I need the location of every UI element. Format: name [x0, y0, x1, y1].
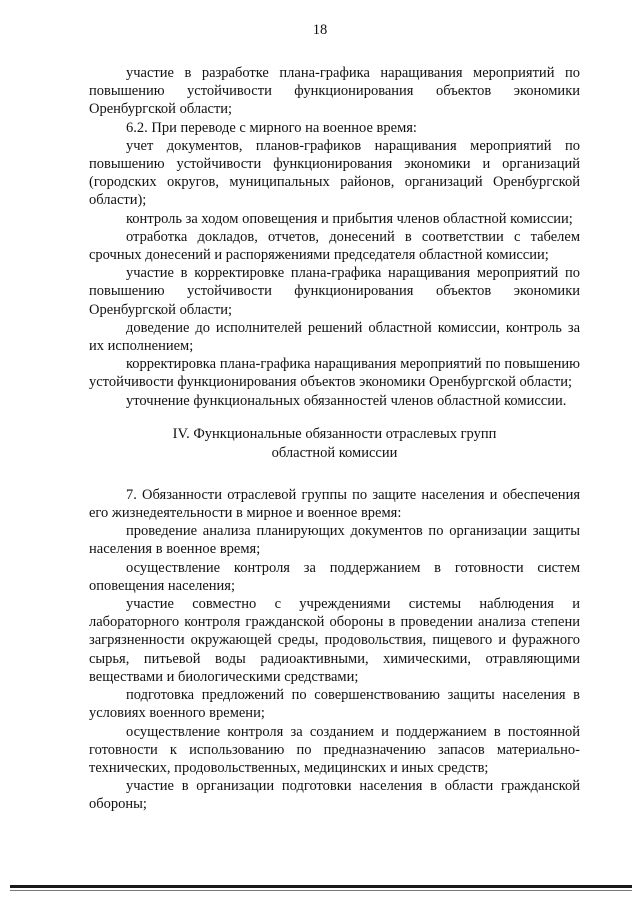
paragraph: корректировка плана-графика наращивания мероприятий по повышению устойчивости функционирования объектов экономики Оренбургской области;: [89, 356, 580, 391]
paragraph: осуществление контроля за созданием и поддержанием в постоянной готовности к использованию по предназначению запасов материально-технических, продовольственных, медицинских и иных средств;: [89, 723, 580, 776]
subsection-heading: 6.2. При переводе с мирного на военное время:: [126, 119, 417, 136]
section-heading-line: IV. Функциональные обязанности отраслевых групп: [172, 425, 497, 442]
paragraph: контроль за ходом оповещения и прибытия членов областной комиссии;: [126, 210, 573, 227]
paragraph: участие в корректировке плана-графика наращивания мероприятий по повышению устойчивости функционирования объектов экономики Оренбургской области;: [89, 265, 580, 318]
paragraph: уточнение функциональных обязанностей членов областной комиссии.: [126, 392, 567, 409]
section-heading: [89, 425, 580, 463]
paragraph: отработка докладов, отчетов, донесений в соответствии с табелем срочных донесений и распоряжениями председателя областной комиссии;: [89, 228, 580, 264]
bottom-border-line-thin: [10, 890, 632, 891]
bottom-border-line: [10, 885, 632, 888]
section-heading-line: областной комиссии: [271, 444, 398, 461]
paragraph: проведение анализа планирующих документов по организации защиты населения в военное время;: [89, 523, 580, 558]
paragraph: учет документов, планов-графиков наращивания мероприятий по повышению устойчивости функционирования экономики и организаций (городских округов, муниципальных районов, организаций Оренбургской области);: [89, 137, 580, 209]
paragraph: участие в разработке плана-графика наращивания мероприятий по повышению устойчивости функционирования объектов экономики Оренбургской области;: [89, 65, 580, 118]
paragraph: осуществление контроля за поддержанием в готовности систем оповещения населения;: [89, 559, 580, 594]
paragraph: 7. Обязанности отраслевой группы по защите населения и обеспечения его жизнедеятельности в мирное и военное время:: [89, 486, 580, 522]
paragraph: участие в организации подготовки населения в области гражданской обороны;: [89, 778, 580, 813]
paragraph: подготовка предложений по совершенствованию защиты населения в условиях военного времени;: [89, 687, 580, 722]
paragraph: доведение до исполнителей решений областной комиссии, контроль за их исполнением;: [89, 319, 580, 355]
paragraph: участие совместно с учреждениями системы наблюдения и лабораторного контроля гражданской обороны в проведении анализа степени загрязненности окружающей среды, продовольствия, пищевого и фуражного сырья, питьевой воды радиоактивными, химическими, отравляющими веществами и биологическими средствами;: [89, 596, 580, 685]
page-number: 18: [312, 22, 328, 38]
document-body: [89, 64, 580, 814]
